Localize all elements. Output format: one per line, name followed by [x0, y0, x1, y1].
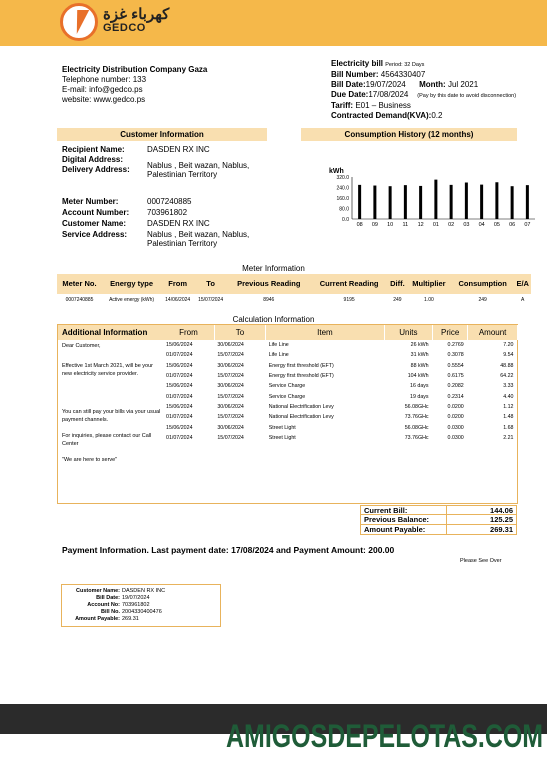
meter-cell: 9195 [343, 296, 355, 303]
digital-address-label: Digital Address: [62, 155, 124, 164]
stub-date-label: Bill Date: [96, 595, 120, 601]
calc-cell: Energy first threshold (EFT) [268, 373, 334, 380]
bill-number: 4564330407 [380, 70, 426, 79]
calc-cell: National Electrification Levy [268, 414, 334, 421]
stub-date: 19/07/2024 [122, 595, 150, 601]
meter-col-header: Consumption [451, 274, 515, 294]
meter-col-header: Previous Reading [227, 274, 310, 294]
chart-x-tick: 10 [387, 222, 394, 228]
company-info [62, 65, 207, 105]
calc-cell: 1.12 [503, 403, 514, 410]
stub-bill: 2004330400476 [122, 609, 162, 615]
chart-x-tick: 03 [463, 222, 470, 228]
calc-cell: 15/07/2024 [217, 434, 244, 441]
calc-cell: 104 kWh [407, 373, 429, 380]
company-email: E-mail: info@gedco.ps [62, 85, 143, 94]
see-over-note: Please See Over [460, 558, 502, 564]
chart-bar [434, 180, 437, 219]
calc-col-header: Item [266, 325, 384, 340]
meter-cell: Active energy (kWh) [109, 296, 155, 303]
previous-balance-label: Previous Balance: [364, 515, 430, 524]
calc-cell: 01/07/2024 [166, 393, 193, 400]
watermark: AMIGOSDEPELOTAS.COM [226, 718, 544, 754]
bill-month: Jul 2021 [447, 80, 479, 89]
meter-col-header: Meter No. [57, 274, 102, 294]
calc-table [163, 325, 518, 443]
calc-cell: 0.6175 [447, 373, 464, 380]
calc-cell: 0.0200 [447, 414, 464, 421]
stub-name-label: Customer Name: [75, 588, 120, 594]
calc-cell: 15/06/2024 [166, 424, 193, 431]
calc-cell: 88 kWh [410, 362, 429, 369]
chart-x-tick: 01 [432, 222, 439, 228]
due-date: 17/08/2024 [368, 90, 409, 99]
chart-bar [480, 185, 483, 219]
company-phone: Telephone number: 133 [62, 75, 147, 84]
chart-x-tick: 05 [493, 222, 500, 228]
calc-cell: Energy first threshold (EFT) [268, 362, 334, 369]
bill-info [331, 59, 541, 121]
calc-cell: 26 kWh [410, 342, 429, 349]
chart-y-tick: 320.0 [336, 175, 349, 181]
current-bill-value: 144.06 [446, 506, 516, 514]
calc-cell: 30/06/2024 [217, 403, 244, 410]
calc-cell: 4.40 [503, 393, 514, 400]
chart-x-tick: 04 [478, 222, 485, 228]
recipient-value: DASDEN RX INC [147, 145, 210, 154]
calc-cell: 16 days [410, 383, 429, 390]
calc-cell: 56.08GHc [404, 403, 429, 410]
gedco-logo [60, 3, 98, 41]
chart-bar [404, 185, 407, 219]
tariff-label: Tariff: [331, 101, 354, 110]
meter-cell: 0007240885 [65, 296, 94, 303]
chart-x-tick: 09 [371, 222, 378, 228]
stub-amount-label: Amount Payable: [75, 616, 120, 622]
calc-cell: Street Light [268, 434, 296, 441]
calc-cell: 0.2769 [447, 342, 464, 349]
calc-col-header: To [214, 325, 265, 340]
calc-row [163, 350, 518, 360]
calc-cell: 15/07/2024 [217, 414, 244, 421]
calc-cell: 73.76GHc [404, 414, 429, 421]
calc-col-header: Price [433, 325, 468, 340]
meter-cell: 15/07/2024 [198, 296, 224, 303]
delivery-address-line2: Palestinian Territory [147, 170, 218, 179]
chart-x-tick: 11 [402, 222, 409, 228]
calc-info-title: Calculation Information [232, 315, 315, 324]
current-bill-label: Current Bill: [364, 506, 408, 515]
calc-row [163, 422, 518, 432]
calc-cell: 30/06/2024 [217, 383, 244, 390]
lightning-icon [71, 10, 89, 34]
payment-stub [61, 584, 221, 627]
calc-cell: 7.20 [503, 342, 514, 349]
additional-info-text [62, 342, 162, 472]
calc-cell: 0.3078 [447, 352, 464, 359]
meter-cell: 249 [393, 296, 402, 303]
calc-section [57, 324, 518, 504]
calc-cell: 0.5554 [447, 362, 464, 369]
calc-cell: 2.21 [503, 434, 514, 441]
meter-col-header: Current Reading [310, 274, 387, 294]
meter-cell: 249 [478, 296, 487, 303]
chart-bar [495, 182, 498, 219]
calc-row [163, 412, 518, 422]
delivery-address-label: Delivery Address: [62, 165, 130, 174]
consumption-chart [327, 165, 537, 230]
totals-box [360, 505, 517, 535]
chart-x-tick: 07 [524, 222, 531, 228]
chart-bar [358, 185, 361, 219]
company-website: website: www.gedco.ps [62, 95, 146, 104]
bill-period: Period: 32 Days [385, 62, 425, 68]
recipient-label: Recipient Name: [62, 145, 125, 154]
calc-cell: 19 days [410, 393, 429, 400]
chart-bar [419, 186, 422, 219]
amount-payable-value: 269.31 [446, 525, 516, 534]
meter-cell: A [521, 296, 525, 303]
calc-cell: 15/07/2024 [217, 373, 244, 380]
calc-cell: 15/06/2024 [166, 383, 193, 390]
previous-balance-value: 125.25 [446, 515, 516, 524]
calc-cell: 1.68 [503, 424, 514, 431]
consumption-heading: Consumption History (12 months) [301, 128, 517, 141]
meter-info-table [57, 274, 531, 305]
bill-date-label: Bill Date: [331, 80, 366, 89]
logo-arabic-text: كهرباء غزة [103, 6, 170, 23]
chart-y-tick: 240.0 [336, 185, 349, 192]
calc-cell: 30/06/2024 [217, 424, 244, 431]
meter-number-label: Meter Number: [62, 197, 119, 206]
stub-account-label: Account No: [87, 602, 120, 608]
calc-cell: 31 kWh [410, 352, 429, 359]
amount-payable-label: Amount Payable: [364, 525, 426, 534]
meter-col-header: Diff. [388, 274, 407, 294]
calc-cell: 48.88 [500, 362, 514, 369]
calc-cell: Life Line [268, 342, 289, 349]
stub-amount: 269.31 [122, 616, 139, 622]
pay-note: You can still pay your bills via your usual payment channels. [62, 409, 161, 423]
calc-cell: 0.2314 [447, 393, 464, 400]
calc-cell: 0.2082 [447, 383, 464, 390]
calc-row [163, 371, 518, 381]
logo-latin-text: GEDCO [103, 22, 146, 34]
chart-bar [450, 185, 453, 219]
calc-row [163, 391, 518, 401]
calc-cell: Service Charge [268, 393, 306, 400]
meter-number-value: 0007240885 [147, 197, 192, 206]
calc-cell: 30/06/2024 [217, 342, 244, 349]
calc-cell: 64.22 [500, 373, 514, 380]
meter-col-header: Energy type [102, 274, 161, 294]
chart-x-tick: 02 [448, 222, 455, 228]
calc-row [163, 381, 518, 391]
chart-bar [373, 186, 376, 219]
calc-row [163, 340, 518, 350]
demand-label: Contracted Demand(KVA): [331, 111, 432, 120]
company-name: Electricity Distribution Company Gaza [62, 65, 208, 74]
service-address-label: Service Address: [62, 230, 128, 239]
chart-bar [526, 185, 529, 219]
calc-col-header: Amount [468, 325, 518, 340]
meter-info-title: Meter Information [242, 264, 305, 273]
meter-col-header: Multiplier [407, 274, 451, 294]
calc-cell: 1.48 [503, 414, 514, 421]
calc-cell: 73.76GHc [404, 434, 429, 441]
calc-row [163, 402, 518, 412]
calc-cell: 01/07/2024 [166, 373, 193, 380]
calc-cell: 3.33 [503, 383, 514, 390]
bill-month-label: Month: [419, 80, 446, 89]
calc-cell: 01/07/2024 [166, 434, 193, 441]
bill-date: 19/07/2024 [365, 80, 406, 89]
service-address-line2: Palestinian Territory [147, 239, 218, 248]
calc-cell: 0.0300 [447, 424, 464, 431]
stub-bill-label: Bill No. [101, 609, 120, 615]
account-number-value: 703961802 [147, 208, 188, 217]
meter-cell: 1.00 [424, 296, 434, 303]
calc-row [163, 361, 518, 371]
calc-cell: 01/07/2024 [166, 352, 193, 359]
calc-cell: 30/06/2024 [217, 362, 244, 369]
calc-cell: 0.0200 [447, 403, 464, 410]
additional-info-heading: Additional Information [58, 325, 163, 340]
meter-cell: 14/06/2024 [165, 296, 191, 303]
inquiry-note: For inquiries, please contact our Call Center [62, 433, 152, 447]
chart-bar [389, 186, 392, 219]
calc-cell: 15/06/2024 [166, 342, 193, 349]
header-bar [0, 0, 547, 46]
calc-cell: 15/06/2024 [166, 403, 193, 410]
calc-cell: 15/07/2024 [217, 352, 244, 359]
calc-cell: Service Charge [268, 383, 306, 390]
service-address-line1: Nablus , Beit wazan, Nablus, [147, 230, 250, 239]
meter-cell: 8946 [263, 296, 275, 303]
stub-account: 703961802 [122, 602, 150, 608]
calc-cell: 9.54 [503, 352, 514, 359]
customer-name-label: Customer Name: [62, 219, 127, 228]
chart-y-tick: 80.0 [339, 206, 349, 213]
bill-title: Electricity bill [331, 59, 384, 68]
account-number-label: Account Number: [62, 208, 130, 217]
calc-col-header: Units [384, 325, 432, 340]
meter-col-header: E/A [514, 274, 531, 294]
payment-info: Payment Information. Last payment date: 17/08/2024 and Payment Amount: 200.00 [62, 545, 395, 555]
chart-y-tick: 0.0 [342, 217, 349, 223]
greeting: Dear Customer, [62, 343, 101, 349]
customer-info-heading: Customer Information [57, 128, 267, 141]
due-date-label: Due Date: [331, 90, 369, 99]
calc-row [163, 433, 518, 443]
due-note: (Pay by this date to avoid disconnection) [417, 93, 517, 99]
chart-ylabel: kWh [329, 168, 344, 175]
motto: "We are here to serve" [62, 457, 118, 463]
calc-cell: Street Light [268, 424, 296, 431]
stub-name: DASDEN RX INC [122, 588, 166, 594]
calc-cell: 56.08GHc [404, 424, 429, 431]
calc-cell: 15/06/2024 [166, 362, 193, 369]
calc-cell: Life Line [268, 352, 289, 359]
meter-col-header: From [161, 274, 194, 294]
calc-cell: 15/07/2024 [217, 393, 244, 400]
customer-name-value: DASDEN RX INC [147, 219, 210, 228]
chart-y-tick: 160.0 [336, 196, 349, 202]
calc-cell: National Electrification Levy [268, 403, 334, 410]
provider-notice: Effective 1st March 2021, will be your new electricity service provider. [62, 363, 153, 377]
calc-cell: 0.0300 [447, 434, 464, 441]
calc-cell: 01/07/2024 [166, 414, 193, 421]
bill-number-label: Bill Number: [331, 70, 379, 79]
calc-col-header: From [163, 325, 214, 340]
chart-bar [465, 183, 468, 219]
chart-x-tick: 12 [417, 222, 424, 228]
meter-col-header: To [194, 274, 227, 294]
chart-x-tick: 08 [356, 222, 363, 228]
demand-value: 0.2 [431, 111, 443, 120]
chart-bar [511, 186, 514, 219]
tariff-value: E01 – Business [355, 101, 411, 110]
delivery-address-line1: Nablus , Beit wazan, Nablus, [147, 161, 250, 170]
chart-x-tick: 06 [509, 222, 516, 228]
